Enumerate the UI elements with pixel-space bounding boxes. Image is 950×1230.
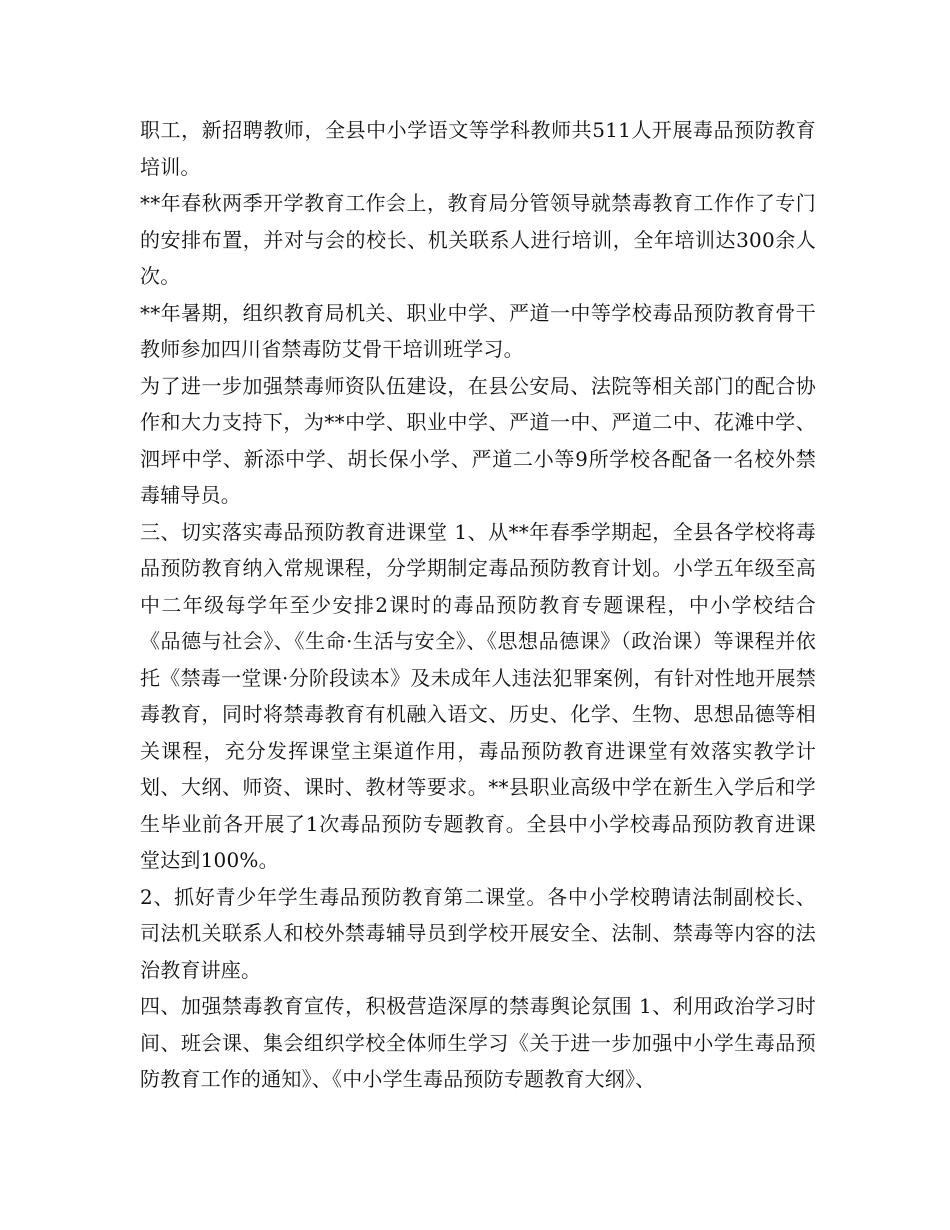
paragraph-counselors: 为了进一步加强禁毒师资队伍建设，在县公安局、法院等相关部门的配合协作和大力支持下，为**中学、职业中学、严道一中、严道二中、花滩中学、泗坪中学、新添中学、胡长保小学、严道二小等9所学校各配备一名校外禁毒辅导员。 <box>140 373 816 507</box>
document-body <box>140 112 816 1098</box>
paragraph-summer-training: **年暑期，组织教育局机关、职业中学、严道一中等学校毒品预防教育骨干教师参加四川省禁毒防艾骨干培训班学习。 <box>140 300 816 361</box>
paragraph-semester-meeting: **年春秋两季开学教育工作会上，教育局分管领导就禁毒教育工作作了专门的安排布置，并对与会的校长、机关联系人进行培训，全年培训达300余人次。 <box>140 191 816 288</box>
paragraph-training: 职工，新招聘教师，全县中小学语文等学科教师共511人开展毒品预防教育培训。 <box>140 118 816 179</box>
paragraph-second-classroom: 2、抓好青少年学生毒品预防教育第二课堂。各中小学校聘请法制副校长、司法机关联系人和校外禁毒辅导员到学校开展安全、法制、禁毒等内容的法治教育讲座。 <box>140 884 816 982</box>
paragraph-section-four: 四、加强禁毒教育宣传，积极营造深厚的禁毒舆论氛围 1、利用政治学习时间、班会课、集会组织学校全体师生学习《关于进一步加强中小学生毒品预防教育工作的通知》、《中小学生毒品预防专题教育大纲》、 <box>140 994 816 1091</box>
paragraph-section-three: 三、切实落实毒品预防教育进课堂 1、从**年春季学期起，全县各学校将毒品预防教育纳入常规课程，分学期制定毒品预防教育计划。小学五年级至高中二年级每学年至少安排2课时的毒品预防教育专题课程，中小学校结合《品德与社会》、《生命·生活与安全》、《思想品德课》（政治课）等课程并依托《禁毒一堂课·分阶段读本》及未成年人违法犯罪案例，有针对性地开展禁毒教育，同时将禁毒教育有机融入语文、历史、化学、生物、思想品德等相关课程，充分发挥课堂主渠道作用，毒品预防教育进课堂有效落实教学计划、大纲、师资、课时、教材等要求。**县职业高级中学在新生入学后和学生毕业前各开展了1次毒品预防专题教育。全县中小学校毒品预防教育进课堂达到100%。 <box>140 519 816 872</box>
